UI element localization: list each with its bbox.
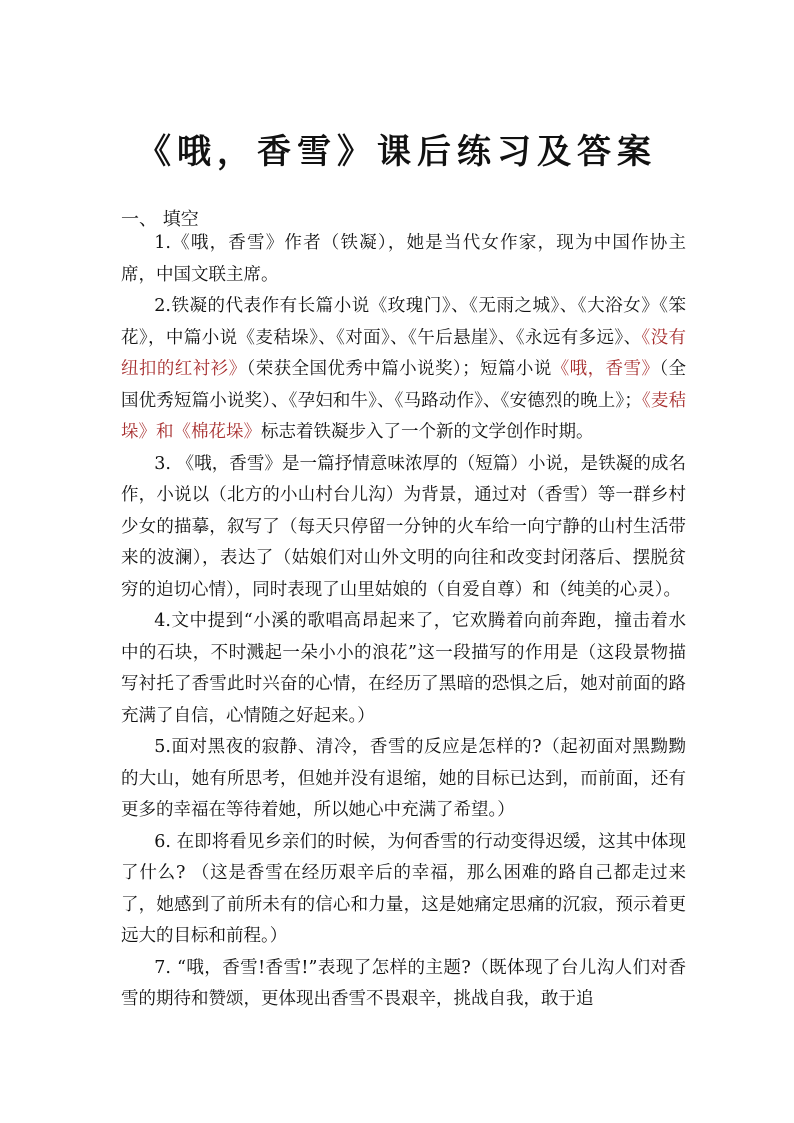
paragraph-text: 2.铁凝的代表作有长篇小说《玫瑰门》、《无雨之城》、《大浴女》《笨花》，中篇小说《麦秸垛》、《对面》、《午后悬崖》、《永远有多远》、 <box>121 296 686 348</box>
document-body <box>121 228 686 1016</box>
question-item-2 <box>121 291 686 449</box>
paragraph-text: （荣获全国优秀中篇小说奖）；短篇小说 <box>246 359 552 379</box>
paragraph-text: 7. “哦，香雪!香雪!”表现了怎样的主题?（既体现了台儿沟人们对香雪的期待和赞颂，更体现出香雪不畏艰辛，挑战自我，敢于追 <box>121 957 686 1009</box>
paragraph-text: 标志着铁凝步入了一个新的文学创作时期。 <box>261 422 594 442</box>
question-item-7 <box>121 953 686 1016</box>
highlighted-text: 《没有纽扣的红衬衫》 <box>121 327 687 379</box>
document-title: 《哦，香雪》课后练习及答案 <box>137 132 657 172</box>
paragraph-text: 4.文中提到“小溪的歌唱高昂起来了，它欢腾着向前奔跑，撞击着水中的石块，不时溅起一朵小小的浪花”这一段描写的作用是（这段景物描写衬托了香雪此时兴奋的心情，在经历了黑暗的恐惧之后，她对前面的路充满了自信，心情随之好起来。） <box>121 611 686 726</box>
highlighted-text: 《麦秸垛》和《棉花垛》 <box>121 390 687 442</box>
question-item-5 <box>121 732 686 827</box>
highlighted-text: 《哦，香雪》 <box>551 359 660 379</box>
section-heading: 一、 填空 <box>121 209 199 230</box>
question-item-3 <box>121 449 686 607</box>
question-item-1 <box>121 228 686 291</box>
paragraph-text: （全国优秀短篇小说奖）、《孕妇和牛》、《马路动作》、《安德烈的晚上》； <box>121 359 687 411</box>
paragraph-text: 6. 在即将看见乡亲们的时候，为何香雪的行动变得迟缓，这其中体现了什么? （这是香雪在经历艰辛后的幸福，那么困难的路自己都走过来了，她感到了前所未有的信心和力量，这是她痛定思痛的沉寂，预示着更远大的目标和前程。） <box>121 831 686 946</box>
question-item-4 <box>121 606 686 732</box>
paragraph-text: 3. 《哦，香雪》是一篇抒情意味浓厚的（短篇）小说，是铁凝的成名作，小说以（北方的小山村台儿沟）为背景，通过对（香雪）等一群乡村少女的描摹，叙写了（每天只停留一分钟的火车给一向宁静的山村生活带来的波澜），表达了（姑娘们对山外文明的向往和改变封闭落后、摆脱贫穷的迫切心情），同时表现了山里姑娘的（自爱自尊）和（纯美的心灵）。 <box>121 453 686 600</box>
question-item-6 <box>121 827 686 953</box>
paragraph-text: 5.面对黑夜的寂静、清冷，香雪的反应是怎样的?（起初面对黑黝黝的大山，她有所思考，但她并没有退缩，她的目标已达到，而前面，还有更多的幸福在等待着她，所以她心中充满了希望。） <box>121 737 686 820</box>
paragraph-text: 1.《哦，香雪》作者（铁凝），她是当代女作家，现为中国作协主席，中国文联主席。 <box>121 233 686 285</box>
